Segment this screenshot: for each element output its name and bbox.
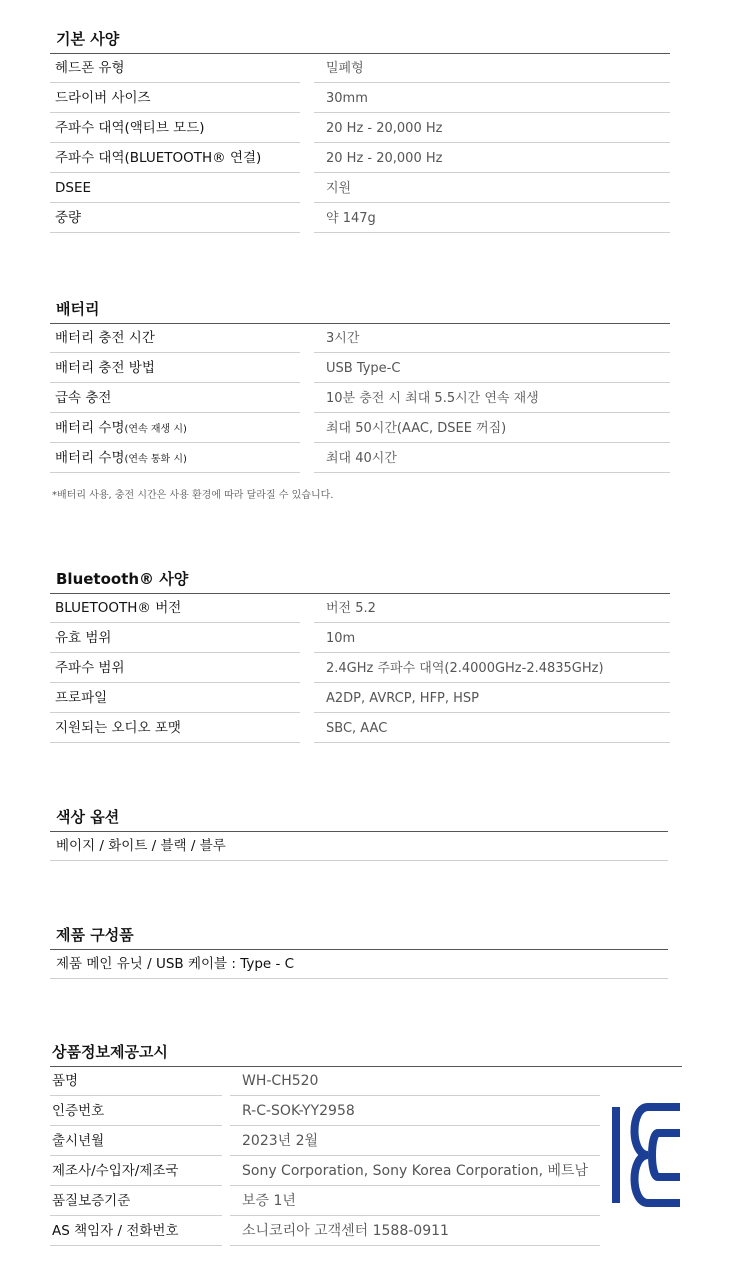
spec-row [50, 414, 670, 444]
battery-note: *배터리 사용, 충전 시간은 사용 환경에 따라 달라질 수 있습니다. [52, 490, 334, 501]
notice-value: Sony Corporation, Sony Korea Corporation, 베트남 [230, 1157, 600, 1186]
notice-value: R-C-SOK-YY2958 [230, 1097, 600, 1126]
spec-label: 주파수 대역(BLUETOOTH® 연결) [50, 144, 300, 173]
spec-row [50, 950, 668, 980]
notice-label: 제조사/수입자/제조국 [50, 1157, 222, 1186]
battery-section [50, 300, 670, 501]
spec-label: DSEE [50, 174, 300, 203]
spec-value: SBC, AAC [314, 714, 670, 743]
spec-label: 프로파일 [50, 684, 300, 713]
spec-row [50, 594, 670, 624]
basic-spec-section [50, 30, 670, 234]
spec-row [50, 384, 670, 414]
spec-row [50, 84, 670, 114]
spec-value: 약 147g [314, 204, 670, 233]
notice-row [50, 1217, 682, 1247]
notice-value: 소니코리아 고객센터 1588-0911 [230, 1217, 600, 1246]
spec-row [50, 714, 670, 744]
section-title: 상품정보제공고시 [52, 1043, 168, 1061]
spec-value: 20 Hz - 20,000 Hz [314, 144, 670, 173]
notice-label: 품명 [50, 1067, 222, 1096]
product-notice-section [50, 1043, 682, 1247]
notice-value: WH-CH520 [230, 1067, 600, 1096]
spec-row [50, 144, 670, 174]
spec-value: 3시간 [314, 324, 670, 353]
spec-label-main: 배터리 수명 [55, 420, 125, 436]
spec-row [50, 444, 670, 474]
bluetooth-section [50, 570, 670, 744]
spec-value: 2.4GHz 주파수 대역(2.4000GHz-2.4835GHz) [314, 654, 670, 683]
spec-label-sub: (연속 통화 시) [124, 454, 187, 465]
notice-label: 인증번호 [50, 1097, 222, 1126]
notice-value: 보증 1년 [230, 1187, 600, 1216]
spec-label: 급속 충전 [50, 384, 300, 413]
spec-row [50, 684, 670, 714]
package-section [50, 926, 668, 980]
spec-row [50, 624, 670, 654]
spec-row [50, 354, 670, 384]
spec-label: 헤드폰 유형 [50, 54, 300, 83]
section-title: 제품 구성품 [56, 926, 134, 944]
spec-row [50, 54, 670, 84]
notice-label: 품질보증기준 [50, 1187, 222, 1216]
notice-row [50, 1187, 682, 1217]
spec-label: 유효 범위 [50, 624, 300, 653]
notice-row [50, 1067, 682, 1097]
spec-label: 주파수 범위 [50, 654, 300, 683]
notice-label: 출시년월 [50, 1127, 222, 1156]
section-title: 기본 사양 [56, 30, 120, 48]
spec-value: 버전 5.2 [314, 594, 670, 623]
package-value: 제품 메인 유닛 / USB 케이블 : Type - C [50, 950, 668, 979]
spec-value: 20 Hz - 20,000 Hz [314, 114, 670, 143]
spec-value: 10분 충전 시 최대 5.5시간 연속 재생 [314, 384, 670, 413]
notice-row [50, 1157, 682, 1187]
spec-label-sub: (연속 재생 시) [124, 424, 187, 435]
spec-row [50, 204, 670, 234]
notice-row [50, 1097, 682, 1127]
spec-value: 밀폐형 [314, 54, 670, 83]
notice-row [50, 1127, 682, 1157]
spec-label: 지원되는 오디오 포맷 [50, 714, 300, 743]
spec-label: 배터리 충전 방법 [50, 354, 300, 383]
color-options-section [50, 808, 668, 862]
spec-row [50, 114, 670, 144]
spec-value: 최대 40시간 [314, 444, 670, 473]
spec-label: 중량 [50, 204, 300, 233]
spec-value: A2DP, AVRCP, HFP, HSP [314, 684, 670, 713]
notice-value: 2023년 2월 [230, 1127, 600, 1156]
spec-value: 30mm [314, 84, 670, 113]
spec-value: 지원 [314, 174, 670, 203]
kc-certification-mark-icon [612, 1103, 684, 1207]
spec-value: USB Type-C [314, 354, 670, 383]
section-title: 배터리 [56, 300, 100, 318]
spec-label: BLUETOOTH® 버전 [50, 594, 300, 623]
spec-label: 드라이버 사이즈 [50, 84, 300, 113]
spec-label [50, 414, 300, 443]
spec-label: 배터리 충전 시간 [50, 324, 300, 353]
spec-row [50, 324, 670, 354]
spec-label-main: 배터리 수명 [55, 450, 125, 466]
section-title: 색상 옵션 [56, 808, 120, 826]
section-title: Bluetooth® 사양 [56, 570, 189, 588]
spec-label [50, 444, 300, 473]
spec-row [50, 654, 670, 684]
notice-label: AS 책임자 / 전화번호 [50, 1217, 222, 1246]
spec-row [50, 832, 668, 862]
color-options-value: 베이지 / 화이트 / 블랙 / 블루 [50, 832, 668, 861]
spec-label: 주파수 대역(액티브 모드) [50, 114, 300, 143]
spec-value: 10m [314, 624, 670, 653]
spec-value: 최대 50시간(AAC, DSEE 꺼짐) [314, 414, 670, 443]
spec-row [50, 174, 670, 204]
